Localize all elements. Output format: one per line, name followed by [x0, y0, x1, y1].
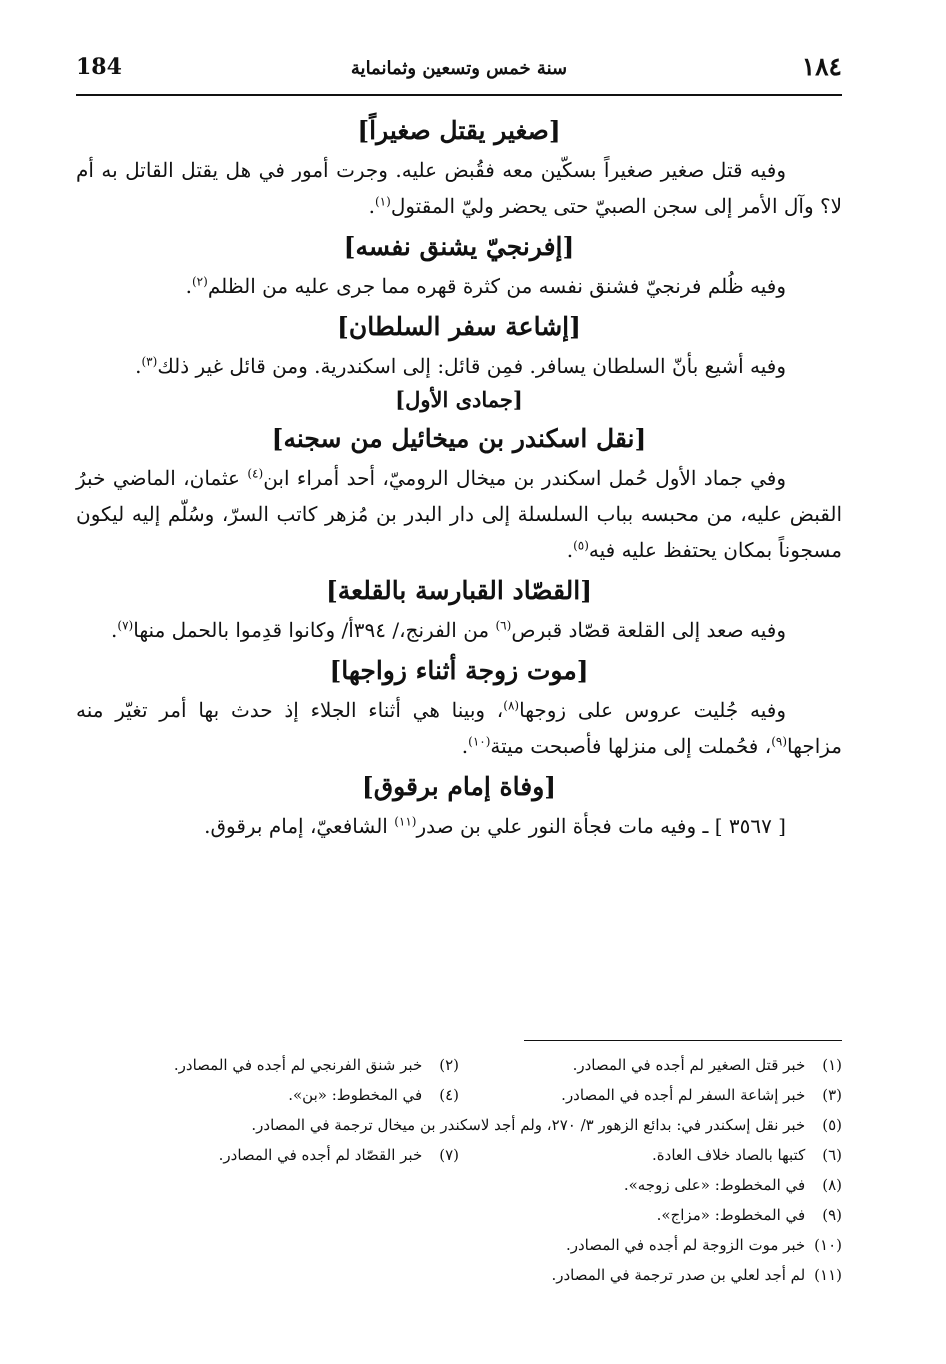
footnote: (٣) خبر إشاعة السفر لم أجده في المصادر. [561, 1086, 842, 1104]
footnote: (٥) خبر نقل إسكندر في: بدائع الزهور ٣/ ٢٧٠، ولم أجد لاسكندر بن ميخال ترجمة في المصادر. [251, 1116, 842, 1134]
footnote-divider [524, 1040, 842, 1041]
footnote-ref: (٤) [247, 466, 264, 481]
footnote-ref: (٦) [495, 618, 512, 633]
section-title: [إفرنجيّ يشنق نفسه] [343, 232, 575, 261]
section-title: [نقل اسكندر بن ميخائيل من سجنه] [271, 424, 647, 453]
entry-number: [ ٣٥٦٧ ] [714, 814, 786, 838]
footnote-row [76, 1050, 842, 1080]
paragraph: وفي جماد الأول حُمل اسكندر بن ميخال الروميّ، أحد أمراء ابن$^{(٤)}$ عثمان، الماضي خبرُ القبض عليه، من محبسه بباب السلسلة إلى دار البدر بن مُزهر كاتب السرّ، وسُلّم إليه ليكون مسجوناً بمكان يحتفظ عليه فيه$^{(٥)}$. [76, 466, 842, 562]
section-title: [إشاعة سفر السلطان] [337, 312, 581, 341]
paragraph: [ ٣٥٦٧ ] ـ وفيه مات فجأة النور علي بن صدر$^{(١١)}$ الشافعيّ، إمام برقوق. [204, 814, 786, 838]
paragraph: وفيه قتل صغير صغيراً بسكّين معه فقُبض عليه. وجرت أمور في هل يقتل القاتل به أم لا؟ وآل الأمر إلى سجن الصبيّ حتى يحضر وليّ المقتول$^{(١)}$. [76, 158, 842, 218]
page-header [76, 52, 842, 96]
section-title: [موت زوجة أثناء زواجها] [329, 656, 589, 685]
page-number-latin: 184 [76, 54, 122, 80]
paragraph: وفيه جُليت عروس على زوجها$^{(٨)}$، وبينا هي أثناء الجلاء إذ حدث بها أمر تغيّر منه مزاجها$^{(٩)}$، فحُملت إلى منزلها فأصبحت ميتة$^{(١٠)}$. [76, 698, 842, 758]
footnote-ref: (٩) [771, 734, 788, 749]
footnote-row [76, 1080, 842, 1110]
month-heading: [جمادى الأول] [395, 387, 523, 412]
running-title: سنة خمس وتسعين وثمانماية [350, 58, 568, 79]
footnote-ref: (١١) [394, 814, 417, 829]
footnote: (٧) خبر القصّاد لم أجده في المصادر. [218, 1146, 459, 1164]
footnote: (٦) كتبها بالصاد خلاف العادة. [652, 1146, 842, 1164]
paragraph: وفيه ظُلم فرنجيّ فشنق نفسه من كثرة قهره مما جرى عليه من الظلم$^{(٢)}$. [185, 274, 786, 298]
footnote-ref: (٢) [191, 274, 208, 289]
section-title: [القصّاد القبارسة بالقلعة] [325, 576, 593, 605]
section-title: [وفاة إمام برقوق] [361, 772, 557, 801]
footnote-ref: (١٠) [468, 734, 491, 749]
footnote: (٢) خبر شنق الفرنجي لم أجده في المصادر. [173, 1056, 459, 1074]
footnote-ref: (١) [374, 194, 391, 209]
footnote: (١٠) خبر موت الزوجة لم أجده في المصادر. [565, 1236, 842, 1254]
footnote: (٩) في المخطوط: «مزاج». [656, 1206, 842, 1224]
footnote: (١١) لم أجد لعلي بن صدر ترجمة في المصادر. [551, 1266, 842, 1284]
footnote: (٨) في المخطوط: «على زوجه». [623, 1176, 842, 1194]
footnote: (٤) في المخطوط: «بن». [288, 1086, 459, 1104]
footnote-ref: (٥) [573, 538, 589, 553]
page-number-arabic: ١٨٤ [801, 52, 842, 81]
footnote-ref: (٣) [141, 354, 158, 369]
main-text [76, 108, 842, 844]
section-title: [صغير يقتل صغيراً] [357, 116, 561, 145]
paragraph: وفيه أشيع بأنّ السلطان يسافر. فمِن قائل: إلى اسكندرية. ومن قائل غير ذلك$^{(٣)}$. [135, 354, 786, 378]
footnotes [76, 1050, 842, 1290]
footnote: (١) خبر قتل الصغير لم أجده في المصادر. [572, 1056, 842, 1074]
footnote-ref: (٨) [503, 698, 520, 713]
paragraph: وفيه صعد إلى القلعة قصّاد قبرص$^{(٦)}$ من الفرنج،/ ٣٩٤أ/ وكانوا قدِموا بالحمل منها$^{(٧)}$. [111, 618, 786, 642]
footnote-row [76, 1140, 842, 1170]
footnote-ref: (٧) [117, 618, 134, 633]
